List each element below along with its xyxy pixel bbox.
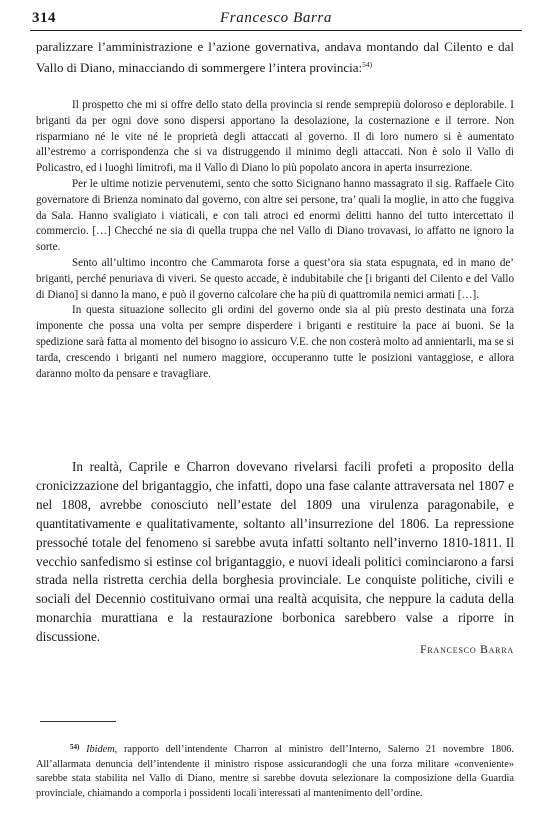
- block-quote: [36, 98, 514, 382]
- footnote-paragraph: [36, 740, 514, 802]
- footnote-number: 54): [70, 743, 80, 751]
- quote-paragraph: Per le ultime notizie pervenutemi, sento che sotto Sicignano hanno massagrato il sig. Raffaele Cito governatore di Brienza nominato dal governo, con altre sei persone, tra’ quali la moglie, in atto che fuggiva da Sala. Hanno svaligiato i viaticali, e con tali atroci ed enormi delitti hanno del tutto intercettato il commercio. […] Checché ne sia di quella truppa che nel Vallo di Diano trovavasi, io affatto ne ignoro la sorte.: [36, 177, 514, 254]
- quote-paragraph: Sento all’ultimo incontro che Cammarota forse a quest’ora sia stata espugnata, ed in mano de’ briganti, perché penuriava di viveri. Se questo accade, è indubitabile che [i briganti del Cilento e del Vallo di Diano] si danno la mano, e può il governo calcolare che ha più di quattromila nemici armati […].: [36, 256, 514, 301]
- footnote-text: rapporto dell’intendente Charron al ministro dell’Interno, Salerno 21 novembre 1806. All’allarmata denuncia dell’intendente il ministro rispose assicurandogli che una forza militare «conveniente» sarebbe stata stabilita nel Vallo di Diano, mentre si sarebbe dovuta selezionare la composizione della Guardia provinciale, chiamando a comporla i possidenti locali interessati al mantenimento dell’ordine.: [36, 744, 514, 800]
- intro-text: [36, 38, 514, 77]
- body-paragraph: In realtà, Caprile e Charron dovevano rivelarsi facili profeti a proposito della cronicizzazione del brigantaggio, che infatti, dopo una fase calante attraversata nel 1807 e nel 1808, avrebbe conosciuto nell’estate del 1809 una virulenza paragonabile, e quantitativamente e qualitativamente, soltanto all’insurrezione del 1806. La repressione pressoché totale del fenomeno si sarebbe avuta infatti soltanto nell’inverno 1810-1811. Il vecchio sanfedismo si estinse col brigantaggio, e nuovi ideali politici cominciarono a farsi strada nella ristretta cerchia della borghesia provinciale. Le conquiste politiche, civili e sociali del Decennio costituivano ormai una realtà acquisita, che neppure la caduta della monarchia murattiana e la restaurazione borbonica sarebbero valse a riporre in discussione.: [36, 459, 514, 645]
- footnote: [36, 740, 514, 802]
- page-number: 314: [32, 10, 56, 26]
- footnote-source: Ibidem,: [86, 744, 118, 755]
- quote-paragraph: In questa situazione sollecito gli ordini del governo onde sia al più presto destinata una forza imponente che possa una volta per sempre disperdere i briganti e restituire la pace ai buoni. Se la spedizione sarà fatta al momento del bisogno io assicuro V.E. che non costerà molto ad annientarli, ma se si tarda, crescendo i briganti nel numero maggiore, occuperanno tutte le posizioni vantaggiose, e allora daranno molto da pensare e travagliare.: [36, 304, 514, 380]
- running-title: Francesco Barra: [220, 10, 332, 26]
- intro-paragraph: [36, 38, 514, 77]
- intro-body: paralizzare l’amministrazione e l’azione governativa, andava montando dal Cilento e dal Vallo di Diano, minacciando di sommergere l’intera provincia:: [36, 39, 514, 75]
- body-text: [36, 458, 514, 647]
- footnote-divider: [40, 721, 116, 722]
- author-signature: Francesco Barra: [420, 644, 514, 656]
- footnote-reference: 54): [362, 60, 373, 69]
- running-head: [30, 8, 522, 31]
- quote-paragraph: Il prospetto che mi si offre dello stato della provincia si rende semprepiù doloroso e deplorabile. I briganti da per ogni dove sono dispersi apportano la desolazione, la costernazione e il terrore. Non risparmiano né le vite né le proprietà degli attaccati al governo. Il di loro numero si è aumentato all’estremo a corrispondenza che si va distruggendo il minimo degli attaccati. Non è solo il Vallo di Policastro, ed i luoghi limitrofi, ma il Vallo di Diano lo più popolato ancora in aperta insurrezione.: [36, 99, 514, 175]
